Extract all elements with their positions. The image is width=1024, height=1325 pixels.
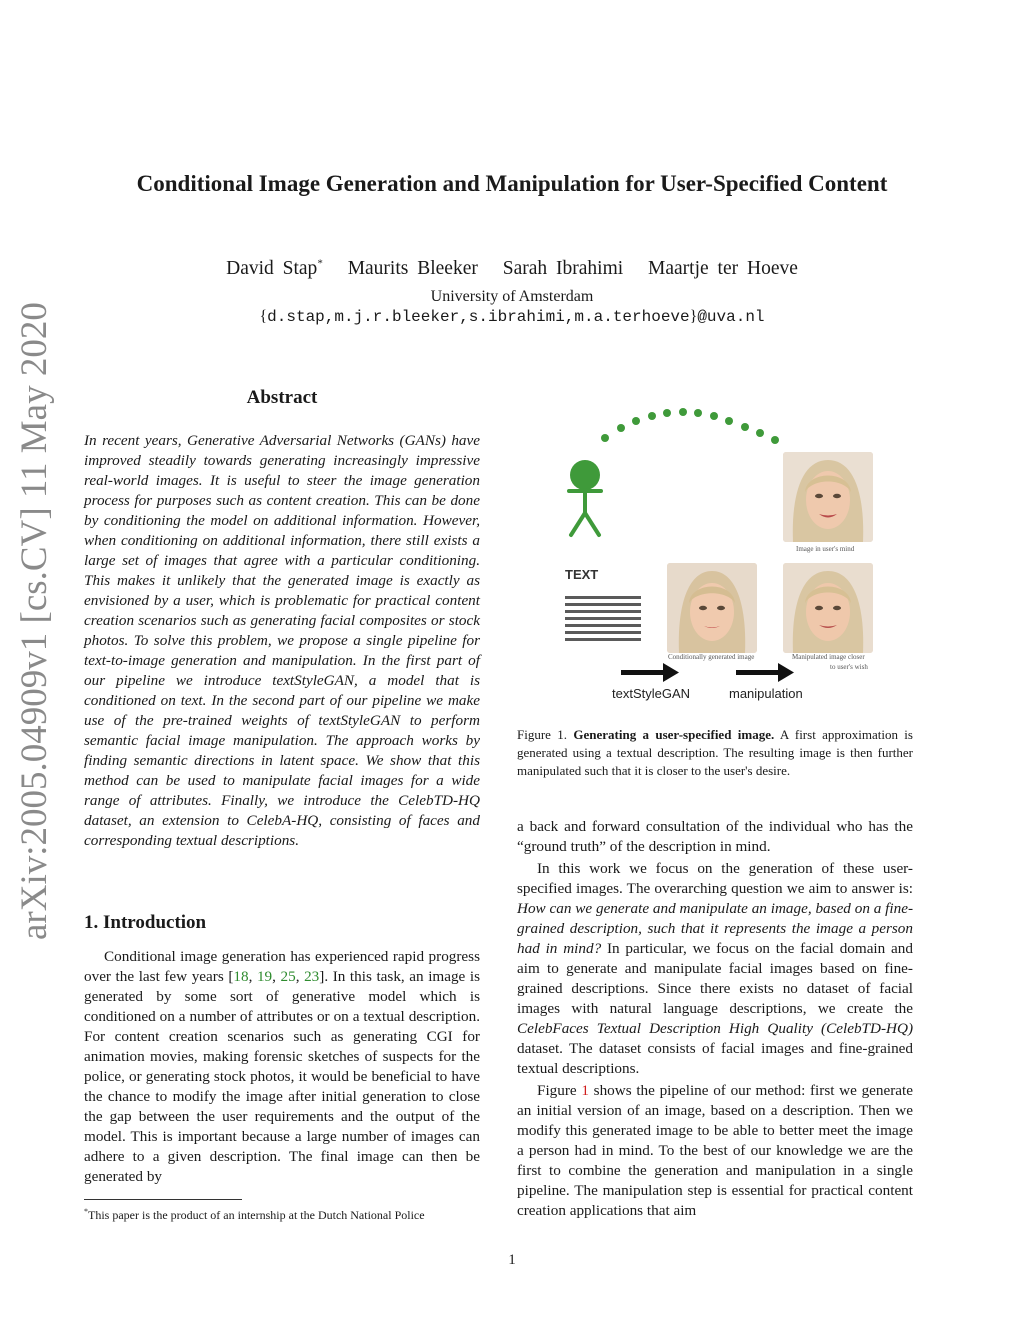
footnote-rule	[84, 1199, 242, 1200]
arxiv-stamp: arXiv:2005.04909v1 [cs.CV] 11 May 2020	[14, 302, 55, 940]
abstract-heading: Abstract	[246, 387, 318, 408]
footnote: *This paper is the product of an internship at the Dutch National Police	[84, 1207, 425, 1222]
arrow-right-icon	[736, 663, 794, 682]
figure-caption: Figure 1. Generating a user-specified image. A first approximation is generated using a textual description. The resulting image is then further manipulated such that it is closer to the user's desire.	[517, 727, 913, 778]
author-name: Maartje ter Hoeve	[648, 257, 798, 279]
face-image-generated	[667, 563, 757, 653]
author-list	[60, 257, 964, 280]
label-manipulated-image: to user's wish	[830, 663, 868, 671]
paragraph: a back and forward consultation of the individual who has the “ground truth” of the description in mind.	[517, 818, 913, 855]
introduction-paragraph: Conditional image generation has experienced rapid progress over the last few years [18, 19, 25, 23]. In this task, an image is generated by some sort of generative model which is conditioned on a number of attributes or on a textual description. For content creation scenarios such as generating CGI for animation movies, making forensic sketches of suspects for the police, or generating stock photos, it would be beneficial to have the chance to modify the image after initial generation to close the gap between the user requirements and the output of the model. This is important because a large number of images can adhere to a given description. The final image can then be generated by	[84, 948, 481, 1185]
text-lines-icon	[565, 596, 641, 641]
paper-title: Conditional Image Generation and Manipulation for User-Specified Content	[136, 171, 888, 196]
paragraph: In this work we focus on the generation of these user-specified images. The overarching question we aim to answer is: How can we generate and manipulate an image, based on a fine-grained description, such that it represents the image a person had in mind? In particular, we focus on the facial domain and aim to generate and manipulate facial images based on fine-grained descriptions. Since there exists no dataset of facial images with natural language descriptions, we create the CelebFaces Textual Description High Quality (CelebTD-HQ) dataset. The dataset consists of facial images and fine-grained textual descriptions.	[517, 860, 913, 1077]
page-number: 1	[508, 1252, 516, 1268]
citation-link[interactable]: 18	[233, 968, 249, 985]
label-image-in-mind: Image in user's mind	[796, 545, 855, 553]
author-name: David Stap*	[226, 257, 323, 279]
abstract-text: In recent years, Generative Adversarial Networks (GANs) have improved steadily towards generating increasingly impressive real-world images. It is useful to steer the image generation process for purposes such as content creation. This can be done by conditioning the model on additional information. However, when conditioning on additional information, there still exists a large set of images that agree with a particular conditioning. This makes it unlikely that the generated image is exactly as envisioned by a user, which is problematic for practical content creation scenarios such as generating facial composites or stock photos. To solve this problem, we propose a single pipeline for text-to-image generation and manipulation. In the first part of our pipeline we introduce textStyleGAN, a model that is conditioned on text. In the second part of our pipeline we make use of the pre-trained weights of textStyleGAN to perform semantic facial image manipulation. The approach works by finding semantic directions in latent space. We show that this method can be used to manipulate facial images for a wide range of attributes. Finally, we introduce the CelebTD-HQ dataset, an extension to CelebA-HQ, consisting of faces and corresponding textual descriptions.	[84, 432, 480, 849]
face-image-user-mind	[783, 452, 873, 542]
thought-dots	[601, 408, 779, 444]
arrow-label-textstylegan: textStyleGAN	[612, 686, 691, 701]
arrow-label-manipulation: manipulation	[729, 686, 803, 701]
author-name: Maurits Bleeker	[347, 257, 478, 279]
figure-1	[517, 395, 917, 710]
face-image-manipulated	[783, 563, 873, 653]
label-generated-image: Conditionally generated image	[668, 653, 755, 661]
citation-link[interactable]: 25	[280, 968, 296, 985]
paragraph: Figure 1 shows the pipeline of our method: first we generate an initial version of an image, based on a description. Then we modify this generated image to be able to better meet the image a person had in mind. To the best of our knowledge we are the first to combine the generation and manipulation in a single pipeline. The manipulation step is essential for practical content creation applications that aim	[517, 1082, 913, 1219]
figure-reference-link[interactable]: 1	[581, 1082, 589, 1099]
author-name: Sarah Ibrahimi	[502, 257, 624, 279]
citation-link[interactable]: 23	[304, 968, 320, 985]
user-figure-icon	[569, 460, 601, 535]
right-column-text	[517, 817, 913, 1223]
section-heading-introduction: 1. Introduction	[84, 912, 207, 933]
arrow-right-icon	[621, 663, 679, 682]
email-list: {d.stap,m.j.r.bleeker,s.ibrahimi,m.a.terhoeve}@uva.nl	[259, 308, 765, 326]
text-label: TEXT	[565, 567, 599, 582]
affiliation: University of Amsterdam	[430, 288, 594, 305]
citation-link[interactable]: 19	[256, 968, 273, 985]
label-manipulated-image: Manipulated image closer	[792, 653, 865, 661]
